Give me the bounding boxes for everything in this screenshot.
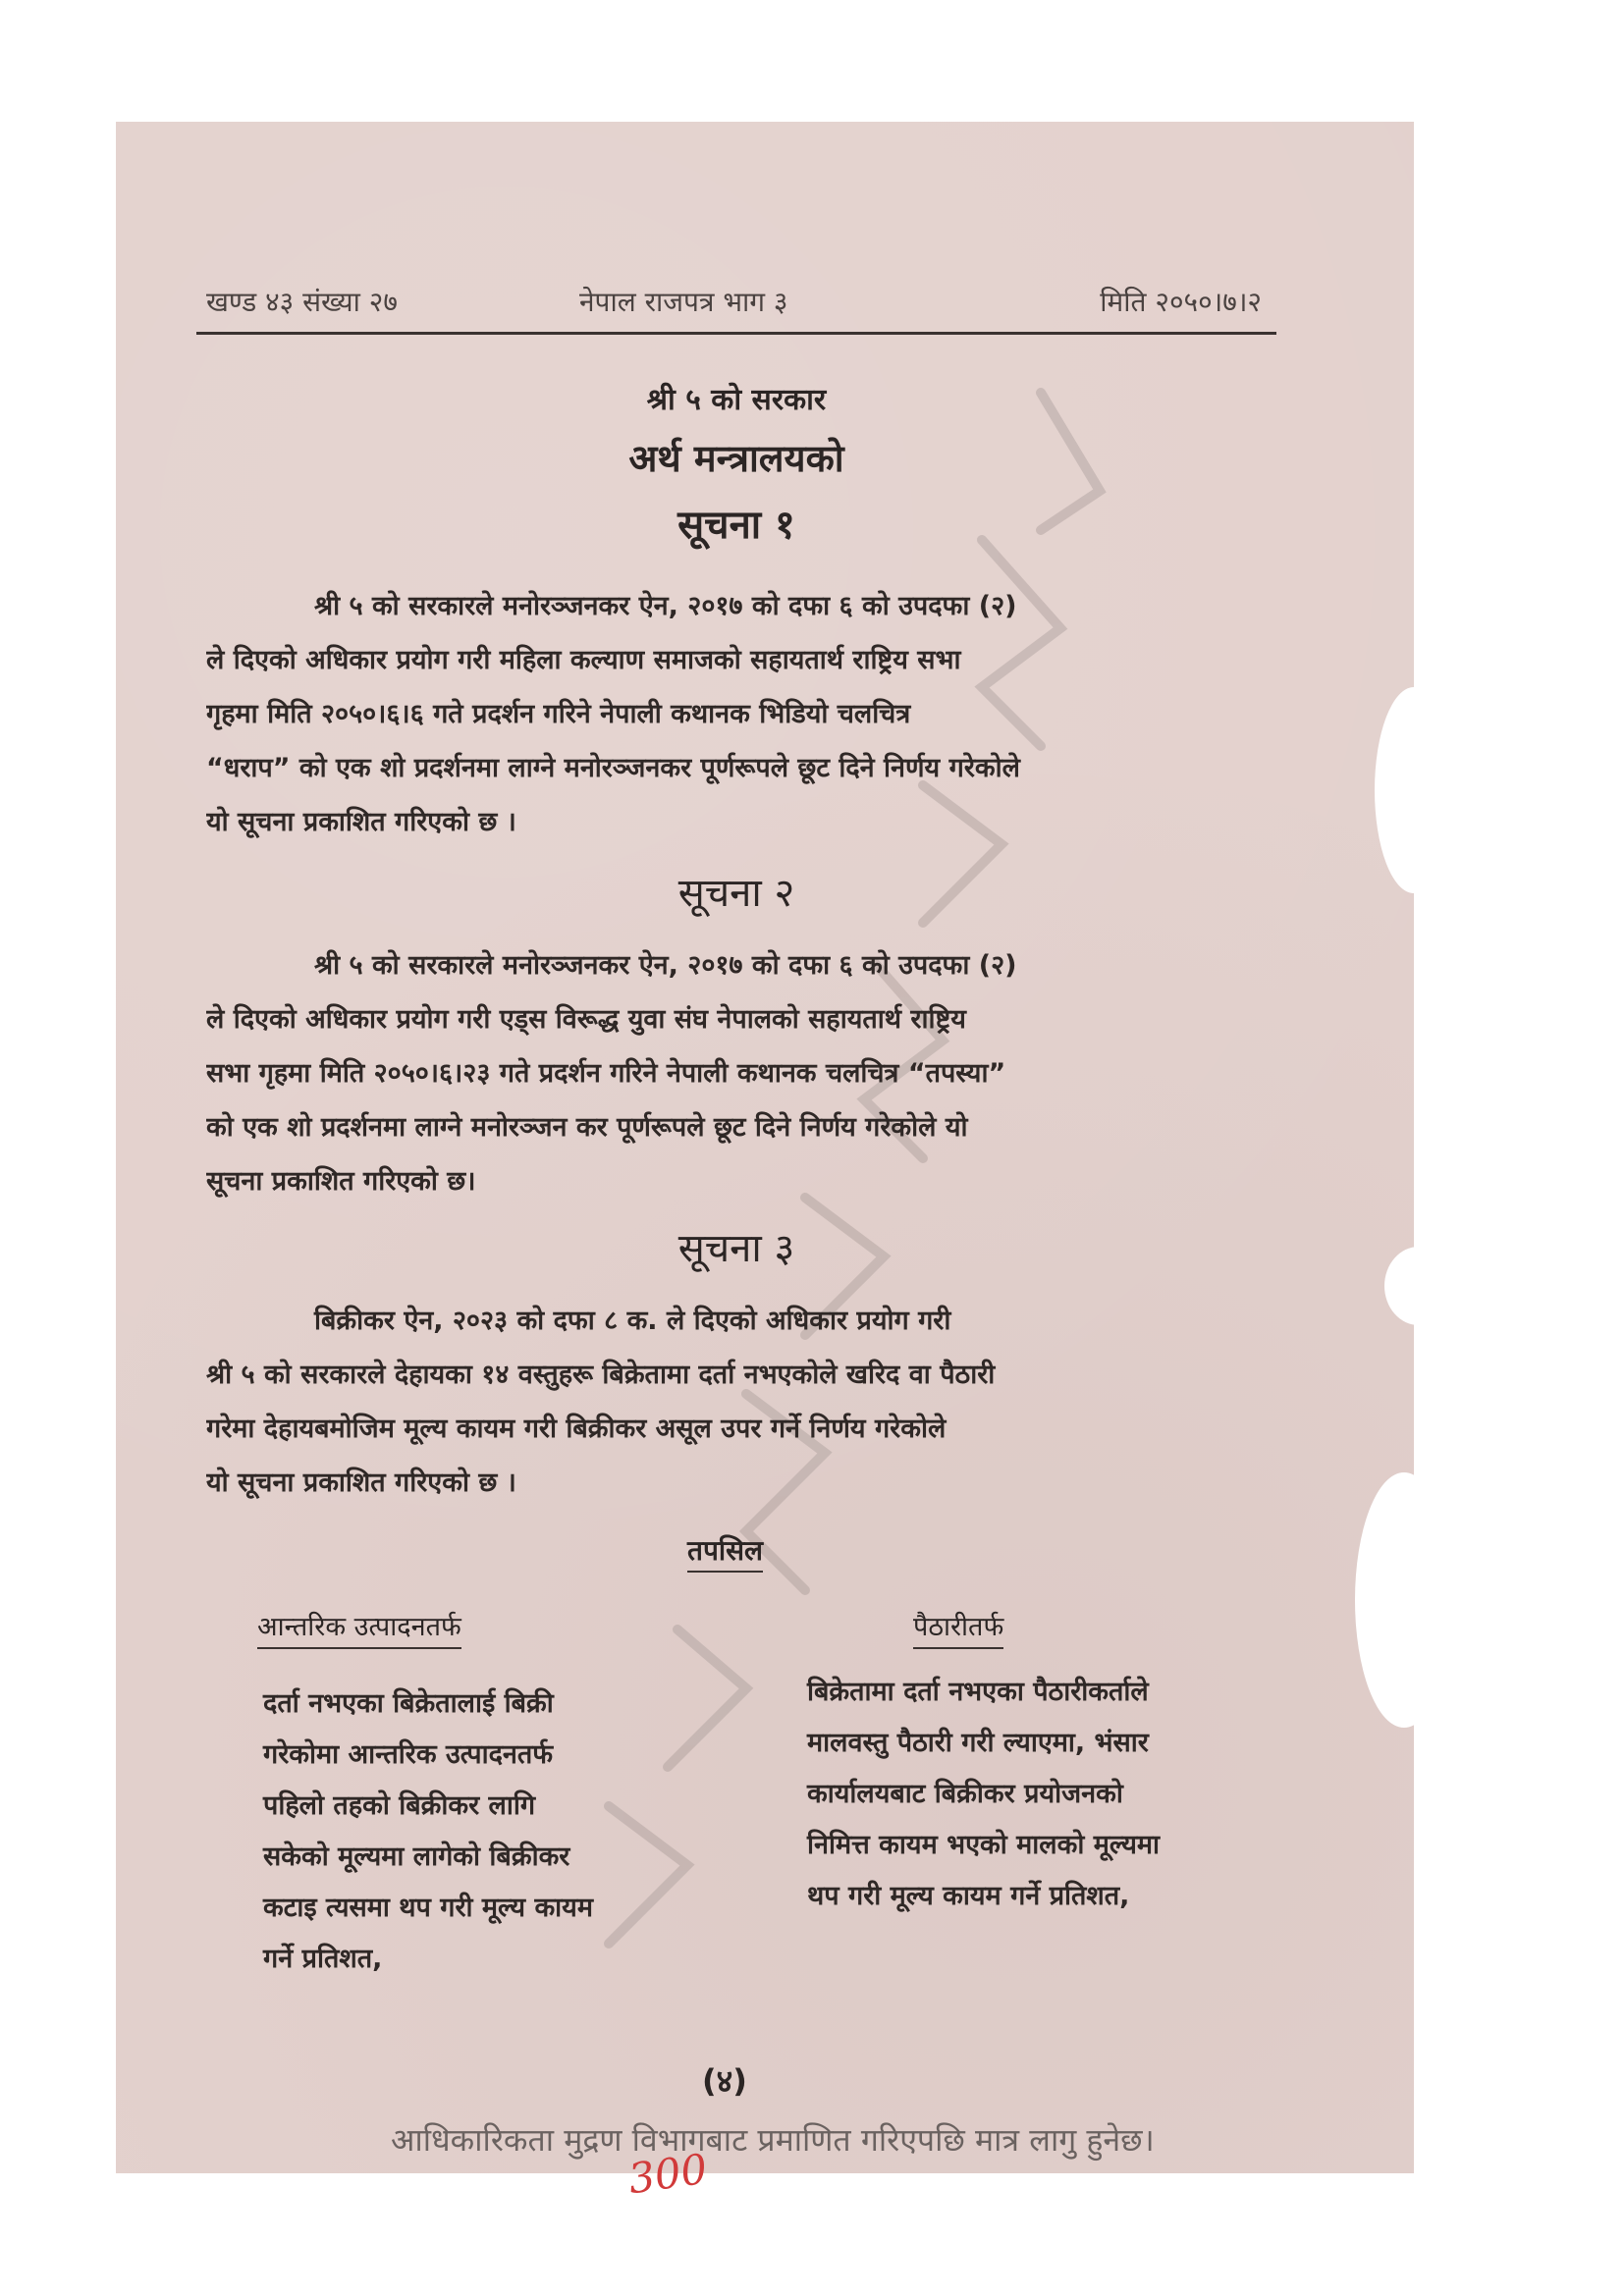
torn-edge	[1384, 1247, 1453, 1325]
gazette-title: नेपाल राजपत्र भाग ३	[579, 286, 788, 318]
handwritten-page-number: 300	[624, 2144, 711, 2204]
text-line: दर्ता नभएका बिक्रेतालाई बिक्री	[263, 1688, 554, 1719]
domestic-production-text	[263, 1679, 725, 1985]
notice-1-heading: सूचना १	[677, 503, 795, 548]
text-line: ले दिएको अधिकार प्रयोग गरी एड्स विरूद्ध युवा संघ नेपालको सहायतार्थ राष्ट्रिय	[206, 1004, 966, 1035]
text-line: यो सूचना प्रकाशित गरिएको छ ।	[206, 807, 516, 837]
text-line: गरेमा देहायबमोजिम मूल्य कायम गरी बिक्रीकर असूल उपर गर्ने निर्णय गरेकोले	[206, 1414, 947, 1444]
import-heading: पैठारीतर्फ	[913, 1607, 1003, 1649]
text-line: सभा गृहमा मिति २०५०।६।२३ गते प्रदर्शन गरिने नेपाली कथानक चलचित्र “तपस्या”	[206, 1058, 1006, 1089]
page-number: (४)	[702, 2062, 747, 2100]
schedule-title: तपसिल	[687, 1531, 763, 1573]
gazette-date: मिति २०५०।७।२	[1100, 286, 1262, 318]
text-line: कार्यालयबाट बिक्रीकर प्रयोजनको	[807, 1779, 1123, 1809]
text-line: श्री ५ को सरकारले देहायका १४ वस्तुहरू बिक्रेतामा दर्ता नभएकोले खरिद वा पैठारी	[206, 1360, 996, 1390]
notice-2-body	[206, 938, 1267, 1208]
text-line: सकेको मूल्यमा लागेको बिक्रीकर	[263, 1842, 570, 1872]
notice-3-body	[206, 1294, 1267, 1510]
authenticity-footer: आधिकारिकता मुद्रण विभागबाट प्रमाणित गरिएपछि मात्र लागु हुनेछ।	[391, 2121, 1155, 2159]
text-line: मालवस्तु पैठारी गरी ल्याएमा, भंसार	[807, 1728, 1149, 1758]
text-line: श्री ५ को सरकारले मनोरञ्जनकर ऐन, २०१७ को दफा ६ को उपदफा (२)	[314, 591, 1017, 621]
volume-issue: खण्ड ४३ संख्या २७	[206, 286, 398, 318]
text-line: को एक शो प्रदर्शनमा लाग्ने मनोरञ्जन कर पूर्णरूपले छूट दिने निर्णय गरेकोले यो	[206, 1112, 968, 1143]
text-line: गर्ने प्रतिशत,	[263, 1944, 383, 1974]
text-line: पहिलो तहको बिक्रीकर लागि	[263, 1790, 536, 1821]
notice-1-body	[206, 579, 1267, 849]
text-line: गृहमा मिति २०५०।६।६ गते प्रदर्शन गरिने नेपाली कथानक भिडियो चलचित्र	[206, 699, 911, 729]
torn-edge	[1375, 687, 1453, 893]
text-line: “धराप” को एक शो प्रदर्शनमा लाग्ने मनोरञ्जनकर पूर्णरूपले छूट दिने निर्णय गरेकोले	[206, 753, 1020, 783]
notice-3-heading: सूचना ३	[677, 1226, 795, 1271]
text-line: बिक्रेतामा दर्ता नभएका पैठारीकर्ताले	[807, 1677, 1149, 1707]
notice-2-heading: सूचना २	[677, 871, 795, 916]
text-line: गरेकोमा आन्तरिक उत्पादनतर्फ	[263, 1739, 554, 1770]
gazette-header	[196, 277, 1272, 328]
torn-edge	[1355, 1472, 1453, 1728]
text-line: श्री ५ को सरकारले मनोरञ्जनकर ऐन, २०१७ को दफा ६ को उपदफा (२)	[314, 950, 1017, 981]
ministry-title: अर्थ मन्त्रालयको	[628, 437, 844, 480]
text-line: थप गरी मूल्य कायम गर्ने प्रतिशत,	[807, 1881, 1130, 1911]
text-line: सूचना प्रकाशित गरिएको छ।	[206, 1166, 476, 1197]
text-line: यो सूचना प्रकाशित गरिएको छ ।	[206, 1468, 516, 1498]
domestic-production-heading: आन्तरिक उत्पादनतर्फ	[257, 1607, 461, 1649]
text-line: ले दिएको अधिकार प्रयोग गरी महिला कल्याण समाजको सहायतार्थ राष्ट्रिय सभा	[206, 645, 961, 675]
text-line: निमित्त कायम भएको मालको मूल्यमा	[807, 1830, 1161, 1860]
text-line: कटाइ त्यसमा थप गरी मूल्य कायम	[263, 1893, 593, 1923]
text-line: बिक्रीकर ऐन, २०२३ को दफा ८ क. ले दिएको अधिकार प्रयोग गरी	[314, 1306, 951, 1336]
import-text	[807, 1667, 1269, 1922]
government-title: श्री ५ को सरकार	[646, 383, 827, 417]
header-divider	[196, 332, 1276, 335]
